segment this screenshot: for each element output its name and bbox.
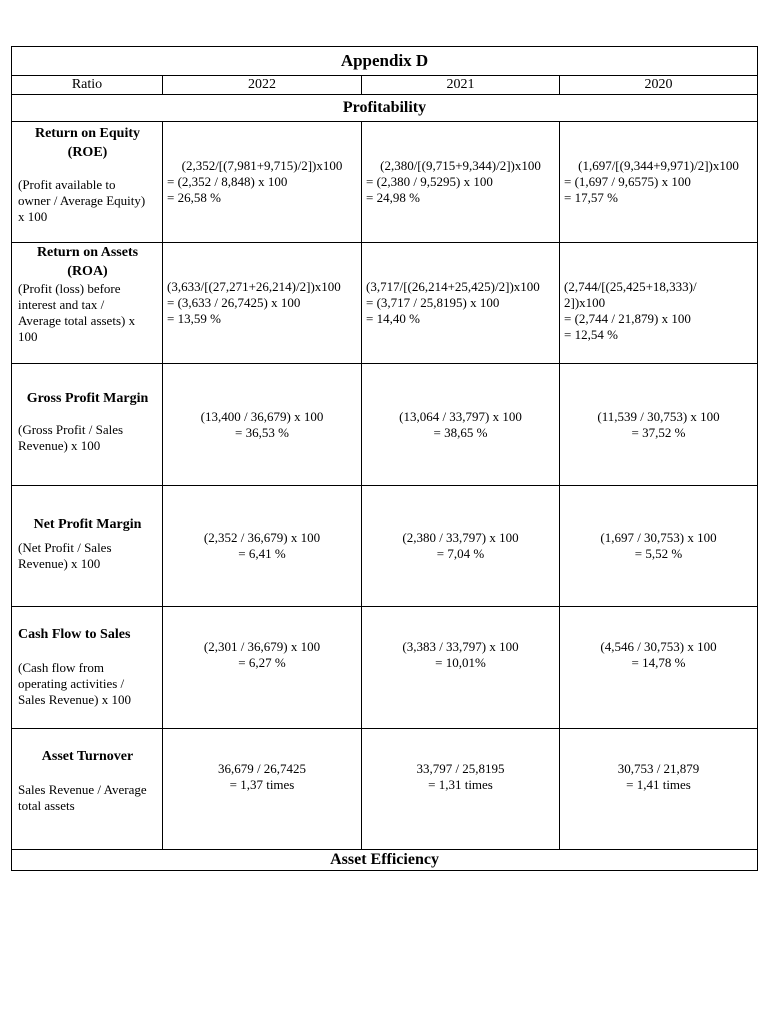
- ratio-label-roe: [12, 122, 163, 243]
- value-cell-2022: [163, 486, 362, 607]
- value-cell-2021: [362, 607, 560, 729]
- formula-line: = (2,380 / 9,5295) x 100: [366, 174, 493, 189]
- table-row: [12, 486, 758, 607]
- result-line: = 12,54 %: [564, 327, 618, 342]
- ratio-title: Asset Turnover: [41, 749, 134, 764]
- formula-line: (13,064 / 33,797) x 100: [399, 408, 522, 424]
- ratio-desc-line: owner / Average Equity): [18, 193, 146, 208]
- column-header-ratio: Ratio: [12, 76, 163, 95]
- value-cell-2022: [163, 364, 362, 486]
- result-line: = 26,58 %: [167, 190, 221, 205]
- result-line: = 7,04 %: [436, 546, 485, 561]
- value-cell-2020: [560, 486, 758, 607]
- formula-line: = (2,352 / 8,848) x 100: [167, 174, 288, 189]
- result-line: = 17,57 %: [564, 190, 618, 205]
- result-line: = 1,31 times: [428, 777, 493, 792]
- formula-line: (1,697/[(9,344+9,971)/2])x100: [578, 158, 739, 173]
- value-cell-2021: [362, 486, 560, 607]
- value-cell-2021: [362, 729, 560, 850]
- ratio-title: Return on Equity: [34, 126, 141, 141]
- result-line: = 1,37 times: [229, 777, 295, 792]
- ratio-title: Net Profit Margin: [33, 516, 142, 532]
- formula-line: (3,633/[(27,271+26,214)/2])x100: [167, 279, 341, 294]
- formula-line: (1,697 / 30,753) x 100: [600, 530, 717, 545]
- value-cell-2020: [560, 364, 758, 486]
- formula-line: 2])x100: [564, 295, 606, 310]
- ratio-desc-line: Sales Revenue) x 100: [18, 692, 132, 707]
- ratio-desc-line: (Cash flow from: [18, 660, 104, 675]
- value-cell-2022: [163, 607, 362, 729]
- ratio-desc-line: Sales Revenue / Average: [18, 782, 147, 797]
- ratio-abbrev: (ROA): [67, 264, 108, 279]
- value-cell-2021: [362, 243, 560, 364]
- formula-line: = (3,633 / 26,7425) x 100: [167, 295, 301, 310]
- ratio-desc-line: 100: [18, 329, 38, 344]
- ratio-label-net-profit-margin: [12, 486, 163, 607]
- table-row: [12, 364, 758, 486]
- result-line: = 13,59 %: [167, 311, 221, 326]
- table-row: [12, 243, 758, 364]
- formula-line: (3,383 / 33,797) x 100: [402, 639, 519, 654]
- column-header-2020: 2020: [560, 76, 758, 95]
- ratio-label-asset-turnover: [12, 729, 163, 850]
- result-line: = 6,41 %: [238, 546, 286, 561]
- ratio-abbrev: (ROE): [67, 145, 108, 160]
- formula-line: (13,400 / 36,679) x 100: [200, 408, 324, 424]
- table-row: [12, 729, 758, 850]
- formula-line: (2,744/[(25,425+18,333)/: [564, 279, 697, 294]
- table-title: Appendix D: [12, 47, 758, 76]
- result-line: = 5,52 %: [634, 546, 683, 561]
- formula-line: (2,380/[(9,715+9,344)/2])x100: [380, 158, 541, 173]
- formula-line: (3,717/[(26,214+25,425)/2])x100: [366, 279, 540, 294]
- ratio-desc-line: (Profit available to: [18, 177, 116, 192]
- value-cell-2020: [560, 122, 758, 243]
- formula-line: (2,301 / 36,679) x 100: [203, 639, 321, 654]
- formula-line: (11,539 / 30,753) x 100: [597, 408, 720, 424]
- formula-line: (2,380 / 33,797) x 100: [402, 530, 519, 545]
- value-cell-2020: [560, 243, 758, 364]
- formula-line: = (2,744 / 21,879) x 100: [564, 311, 691, 326]
- result-line: = 6,27 %: [238, 655, 286, 670]
- value-cell-2022: [163, 243, 362, 364]
- table-row: [12, 607, 758, 729]
- result-line: = 38,65 %: [433, 424, 488, 440]
- ratio-label-gross-profit-margin: [12, 364, 163, 486]
- ratio-desc-line: (Gross Profit / Sales: [18, 422, 124, 437]
- result-line: = 14,40 %: [366, 311, 420, 326]
- ratio-desc-line: operating activities /: [18, 676, 125, 691]
- ratio-label-roa: [12, 243, 163, 364]
- value-cell-2020: [560, 729, 758, 850]
- ratio-desc-line: Average total assets) x: [18, 313, 136, 328]
- value-cell-2022: [163, 122, 362, 243]
- ratio-label-cash-flow-to-sales: [12, 607, 163, 729]
- result-line: = 37,52 %: [631, 424, 686, 440]
- ratio-desc-line: x 100: [18, 209, 48, 224]
- ratio-desc-line: total assets: [18, 798, 75, 813]
- appendix-page: [11, 46, 757, 871]
- formula-line: (4,546 / 30,753) x 100: [600, 639, 717, 654]
- formula-line: 30,753 / 21,879: [617, 761, 700, 776]
- ratio-desc-line: (Net Profit / Sales: [18, 539, 112, 555]
- value-cell-2021: [362, 364, 560, 486]
- formula-line: = (3,717 / 25,8195) x 100: [366, 295, 500, 310]
- result-line: = 36,53 %: [235, 424, 289, 440]
- ratio-desc-line: interest and tax /: [18, 297, 105, 312]
- result-line: = 14,78 %: [631, 655, 686, 670]
- formula-line: 33,797 / 25,8195: [416, 761, 505, 776]
- value-cell-2022: [163, 729, 362, 850]
- result-line: = 1,41 times: [626, 777, 691, 792]
- column-header-2021: 2021: [362, 76, 560, 95]
- formula-line: 36,679 / 26,7425: [217, 761, 307, 776]
- value-cell-2021: [362, 122, 560, 243]
- ratio-desc-line: Revenue) x 100: [18, 438, 101, 453]
- ratio-desc-line: (Profit (loss) before: [18, 281, 121, 296]
- formula-line: (2,352 / 36,679) x 100: [203, 530, 321, 545]
- ratio-title: Return on Assets: [36, 245, 139, 260]
- ratio-title: Gross Profit Margin: [26, 391, 149, 406]
- ratio-table: [11, 46, 758, 871]
- result-line: = 10,01%: [435, 655, 486, 670]
- result-line: = 24,98 %: [366, 190, 420, 205]
- ratio-title: Cash Flow to Sales: [18, 627, 131, 642]
- section-header-profitability: Profitability: [12, 95, 758, 122]
- column-header-2022: 2022: [163, 76, 362, 95]
- section-header-asset-efficiency: Asset Efficiency: [12, 850, 758, 871]
- table-row: [12, 122, 758, 243]
- formula-line: = (1,697 / 9,6575) x 100: [564, 174, 691, 189]
- ratio-desc-line: Revenue) x 100: [18, 555, 101, 571]
- formula-line: (2,352/[(7,981+9,715)/2])x100: [181, 158, 343, 173]
- value-cell-2020: [560, 607, 758, 729]
